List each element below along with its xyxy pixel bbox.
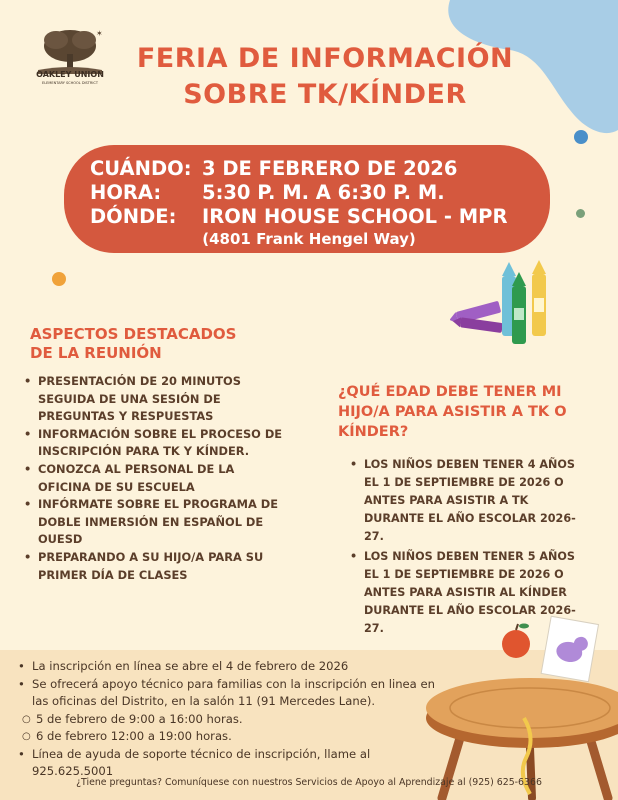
where-label: DÓNDE: [90, 205, 177, 228]
orange-dot-decoration [52, 272, 66, 286]
list-item: • La inscripción en línea se abre el 4 de febrero de 2026 [10, 658, 450, 676]
list-item: • Línea de ayuda de soporte técnico de inscripción, llame al 925.625.5001 [10, 746, 450, 781]
blue-dot-decoration [574, 130, 588, 144]
list-item [10, 711, 450, 746]
list-item: ○ 5 de febrero de 9:00 a 16:00 horas. [10, 711, 450, 729]
time-value: 5:30 P. M. A 6:30 P. M. [202, 181, 445, 204]
list-item: ○ 6 de febrero 12:00 a 19:00 horas. [10, 728, 450, 746]
green-dot-decoration [576, 209, 585, 218]
where-value: IRON HOUSE SCHOOL - MPR [202, 205, 508, 228]
list-item: • CONOZCA AL PERSONAL DE LA OFICINA DE SU ESCUELA [24, 461, 286, 496]
highlights-section [30, 325, 290, 363]
time-row [90, 181, 445, 205]
logo-subtext: ELEMENTARY SCHOOL DISTRICT [42, 81, 98, 85]
highlights-heading-line2: DE LA REUNIÓN [30, 344, 162, 362]
list-item: • Se ofrecerá apoyo técnico para familias con la inscripción en linea en las oficinas del Distrito, en la salón 11 (91 Mercedes Lane). [10, 676, 450, 711]
list-item: • PREPARANDO A SU HIJO/A PARA SU PRIMER DÍA DE CLASES [24, 549, 286, 584]
page-title-line2: SOBRE TK/KÍNDER [183, 79, 467, 110]
footer-contact-text: ¿Tiene preguntas? Comuníquese con nuestros Servicios de Apoyo al Aprendizaje al (925) 625-6366 [76, 777, 542, 788]
when-value: 3 DE FEBRERO DE 2026 [202, 157, 458, 180]
list-item: • LOS NIÑOS DEBEN TENER 5 AÑOS EL 1 DE SEPTIEMBRE DE 2026 O ANTES PARA ASISTIR AL KÍNDER DURANTE EL AÑO ESCOLAR 2026-27. [350, 548, 580, 638]
where-row [90, 205, 507, 229]
district-logo [30, 26, 110, 90]
list-item: • INFORMACIÓN SOBRE EL PROCESO DE INSCRIPCIÓN PARA TK Y KÍNDER. [24, 426, 286, 461]
registration-list-wrap [10, 658, 450, 781]
when-label: CUÁNDO: [90, 157, 192, 180]
age-heading: ¿QUÉ EDAD DEBE TENER MI HIJO/A PARA ASISTIR A TK O KÍNDER? [338, 384, 567, 440]
highlights-list [24, 373, 286, 584]
crayons-illustration [450, 258, 560, 348]
highlights-heading-line1: ASPECTOS DESTACADOS [30, 325, 237, 343]
svg-text:✶: ✶ [96, 29, 103, 38]
time-label: HORA: [90, 181, 162, 204]
list-item: • LOS NIÑOS DEBEN TENER 4 AÑOS EL 1 DE SEPTIEMBRE DE 2026 O ANTES PARA ASISTIR A TK DURANTE EL AÑO ESCOLAR 2026-27. [350, 456, 580, 546]
when-row [90, 157, 457, 181]
address-text: (4801 Frank Hengel Way) [202, 230, 416, 248]
logo-text: OAKLEY UNION [36, 70, 104, 79]
oak-tree-icon [30, 26, 110, 76]
highlights-list-wrap [24, 373, 286, 584]
apple-icon [502, 630, 530, 658]
registration-list [10, 658, 450, 781]
list-item: • INFÓRMATE SOBRE EL PROGRAMA DE DOBLE INMERSIÓN EN ESPAÑOL DE OUESD [24, 496, 286, 549]
page-title-line1: FERIA DE INFORMACIÓN [136, 43, 514, 74]
list-item: • PRESENTACIÓN DE 20 MINUTOS SEGUIDA DE UNA SESIÓN DE PREGUNTAS Y RESPUESTAS [24, 373, 286, 426]
